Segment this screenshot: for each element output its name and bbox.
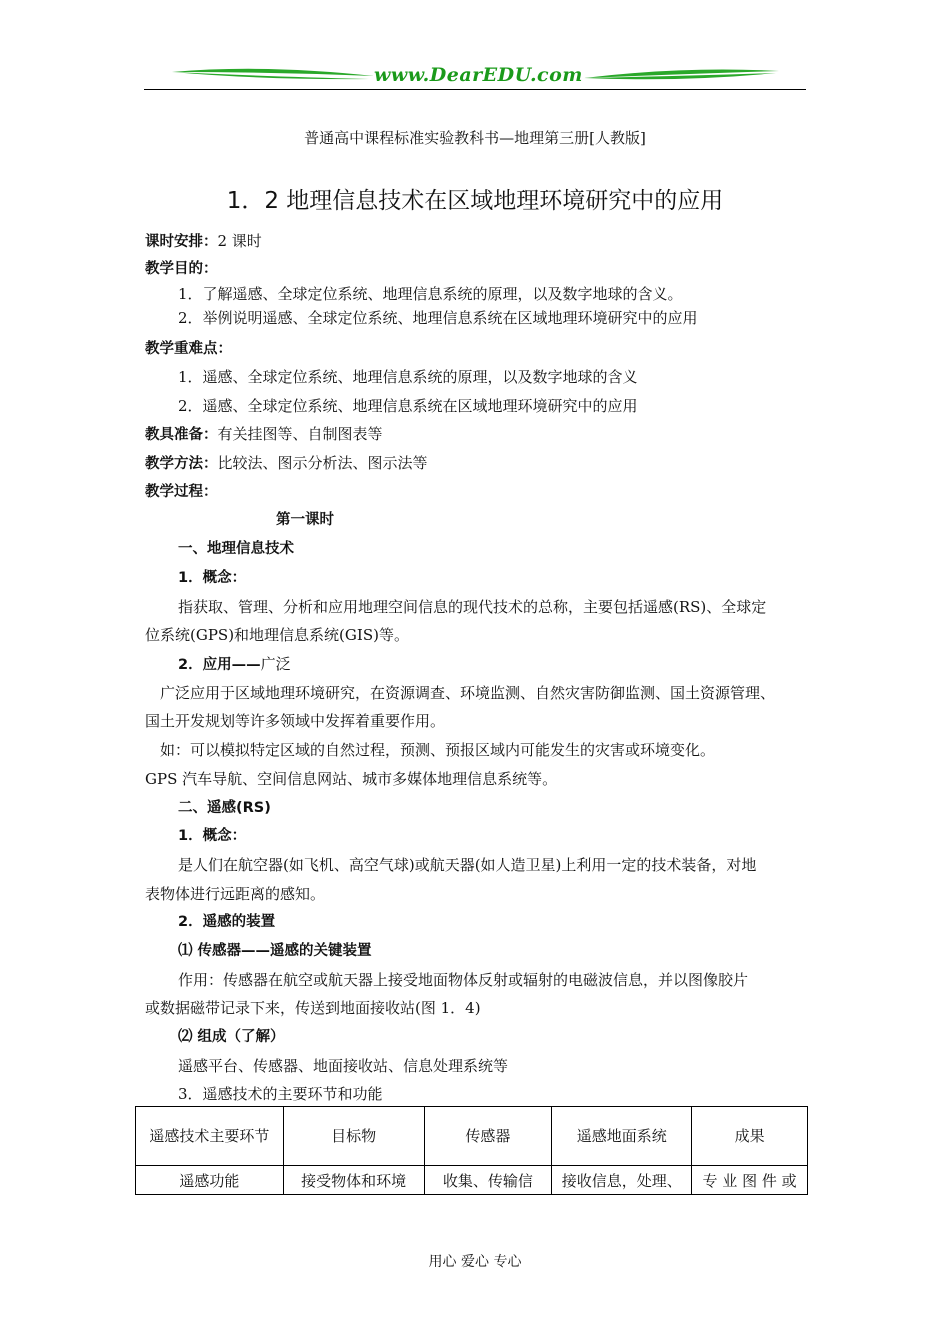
schedule-label: 课时安排： <box>145 234 218 250</box>
table-cell: 遥感功能 <box>136 1166 284 1195</box>
tools-value: 有关挂图等、自制图表等 <box>217 425 383 443</box>
table-row <box>136 1166 808 1195</box>
table-cell: 专 业 图 件 或 <box>692 1166 808 1195</box>
table-cell: 接受物体和环境 <box>283 1166 424 1195</box>
goal-item: 1．了解遥感、全球定位系统、地理信息系统的原理，以及数字地球的含义。 <box>178 285 683 303</box>
subsection-heading: ⑴ 传感器——遥感的关键装置 <box>178 943 372 959</box>
paragraph-line: 表物体进行远距离的感知。 <box>145 885 326 903</box>
keypoints-label: 教学重难点： <box>145 341 232 357</box>
schedule-line <box>145 231 262 252</box>
application-label: 2．应用—— <box>178 657 261 673</box>
goals-label: 教学目的： <box>145 261 218 277</box>
page-header <box>144 62 806 92</box>
application-value: 广泛 <box>260 655 291 673</box>
table-cell: 收集、传输信 <box>424 1166 552 1195</box>
concept-label: 1．概念： <box>178 828 247 844</box>
goal-item: 2．举例说明遥感、全球定位系统、地理信息系统在区域地理环境研究中的应用 <box>178 309 698 327</box>
paragraph-line: 广泛应用于区域地理环境研究，在资源调查、环境监测、自然灾害防御监测、国土资源管理、 <box>160 684 776 702</box>
subsection-heading: ⑵ 组成（了解） <box>178 1029 285 1045</box>
book-subtitle: 普通高中课程标准实验教科书—地理第三册[人教版] <box>304 129 646 147</box>
table-header-cell: 成果 <box>692 1107 808 1166</box>
rs-table <box>135 1106 808 1195</box>
lesson-title: 1．2 地理信息技术在区域地理环境研究中的应用 <box>226 188 724 214</box>
keypoint-item: 2．遥感、全球定位系统、地理信息系统在区域地理环境研究中的应用 <box>178 397 638 415</box>
schedule-value: 2 课时 <box>217 232 262 250</box>
paragraph-line: 位系统(GPS)和地理信息系统(GIS)等。 <box>145 626 409 644</box>
paragraph-line: 指获取、管理、分析和应用地理空间信息的现代技术的总称，主要包括遥感(RS)、全球定 <box>178 598 767 616</box>
tools-line <box>145 424 383 445</box>
methods-value: 比较法、图示分析法、图示法等 <box>217 454 428 472</box>
table-header-row <box>136 1107 808 1166</box>
header-rule <box>144 89 806 90</box>
concept-label: 1．概念： <box>178 570 247 586</box>
section-heading: 二、遥感(RS) <box>178 800 271 816</box>
application-line <box>178 654 291 675</box>
methods-line <box>145 453 428 474</box>
table-header-cell: 遥感地面系统 <box>552 1107 692 1166</box>
table-header-cell: 目标物 <box>283 1107 424 1166</box>
lesson-heading: 第一课时 <box>276 512 334 528</box>
paragraph-line: 遥感平台、传感器、地面接收站、信息处理系统等 <box>178 1057 509 1075</box>
table-header-cell: 传感器 <box>424 1107 552 1166</box>
table-header-cell: 遥感技术主要环节 <box>136 1107 284 1166</box>
process-label: 教学过程： <box>145 484 218 500</box>
subsection-heading: 2．遥感的装置 <box>178 914 276 930</box>
brand-logo-text: www.DearEDU.com <box>374 64 583 86</box>
tools-label: 教具准备： <box>145 427 218 443</box>
paragraph-line: 如：可以模拟特定区域的自然过程，预测、预报区域内可能发生的灾害或环境变化。 <box>160 741 716 759</box>
keypoint-item: 1．遥感、全球定位系统、地理信息系统的原理，以及数字地球的含义 <box>178 368 638 386</box>
methods-label: 教学方法： <box>145 456 218 472</box>
paragraph-line: 是人们在航空器(如飞机、高空气球)或航天器(如人造卫星)上利用一定的技术装备，对地 <box>178 856 757 874</box>
paragraph-line: GPS 汽车导航、空间信息网站、城市多媒体地理信息系统等。 <box>145 770 558 788</box>
table-caption: 3．遥感技术的主要环节和功能 <box>178 1085 383 1103</box>
table-cell: 接收信息，处理、 <box>552 1166 692 1195</box>
section-heading: 一、地理信息技术 <box>178 541 294 557</box>
paragraph-line: 作用：传感器在航空或航天器上接受地面物体反射或辐射的电磁波信息，并以图像胶片 <box>178 971 749 989</box>
paragraph-line: 国土开发规划等许多领域中发挥着重要作用。 <box>145 712 446 730</box>
page-footer: 用心 爱心 专心 <box>428 1254 522 1270</box>
paragraph-line: 或数据磁带记录下来，传送到地面接收站(图 1．4) <box>145 999 481 1017</box>
